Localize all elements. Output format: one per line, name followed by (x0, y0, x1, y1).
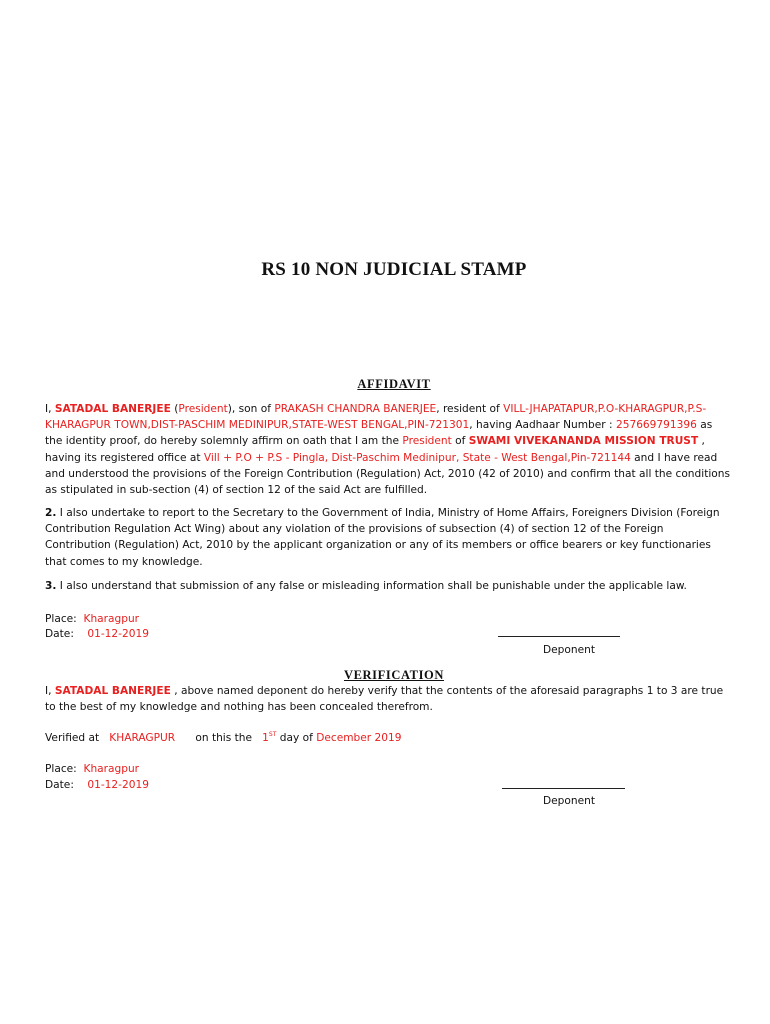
verified-month-year: December 2019 (316, 732, 402, 744)
affidavit-heading: AFFIDAVIT (357, 377, 431, 391)
affidavit-place: Place: Kharagpur (45, 613, 140, 625)
verification-heading: VERIFICATION (343, 668, 445, 682)
verified-location: KHARAGPUR (109, 732, 176, 744)
verified-at-line: Verified at KHARAGPUR on this the 1ST day of December 2019 (45, 731, 402, 744)
verification-paragraph: I, SATADAL BANERJEE , above named deponent do hereby verify that the contents of the aforesaid paragraphs 1 to 3 are true to the best of my knowledge and nothing has been concealed therefrom. (45, 685, 724, 714)
deponent-name: SATADAL BANERJEE (54, 403, 171, 415)
aadhaar-number: 257669791396 (615, 419, 697, 432)
verification-place: Place: Kharagpur (45, 763, 140, 775)
verified-day: 1ST (262, 731, 277, 744)
affidavit-signature-line (498, 636, 620, 637)
office-role: President (402, 435, 452, 448)
affidavit-paragraph-1: I, SATADAL BANERJEE (President), son of PRAKASH CHANDRA BANERJEE, resident of VILL-JHAPATAPUR,P.O-KHARAGPUR,P.S-KHARAGPUR TOWN,DIST-PASCHIM MEDINIPUR,STATE-WEST BENGAL,PIN-721301, having Aadhaar Number : 257669791396 as the identity proof, do hereby solemnly affirm on oath that I am the President of SWAMI VIVEKANANDA MISSION TRUST , having its registered office at Vill + P.O + P.S - Pingla, Dist-Paschim Medinipur, State - West Bengal,Pin-721144 and I have read and understood the provisions of the Foreign Contribution (Regulation) Act, 2010 (42 of 2010) and confirm that all the conditions as stipulated in sub-section (4) of section 12 of the said Act are fulfilled. (45, 403, 731, 497)
affidavit-paragraph-2: 2. I also undertake to report to the Secretary to the Government of India, Ministry of Home Affairs, Foreigners Division (Foreign Contribution Regulation Act Wing) about any violation of the provisions of subsection (4) of section 12 of the Foreign Contribution (Regulation) Act, 2010 by the applicant organization or any of its members or office bearers or key functionaries that comes to my knowledge. (45, 507, 720, 568)
registered-office: Vill + P.O + P.S - Pingla, Dist-Paschim Medinipur, State - West Bengal,Pin-721144 (203, 451, 631, 464)
affidavit-date: Date: 01-12-2019 (45, 628, 149, 640)
verification-signature-line (502, 788, 625, 789)
resident-address: VILL-JHAPATAPUR,P.O-KHARAGPUR,P.S-KHARAGPUR TOWN,DIST-PASCHIM MEDINIPUR,STATE-WEST BENGAL,PIN-721301 (45, 403, 707, 432)
organization-name: SWAMI VIVEKANANDA MISSION TRUST (468, 435, 699, 448)
verification-date: Date: 01-12-2019 (45, 779, 149, 791)
stamp-title: RS 10 NON JUDICIAL STAMP (261, 259, 527, 280)
verifier-name: SATADAL BANERJEE (54, 685, 171, 697)
deponent-role: President (178, 403, 228, 415)
father-name: PRAKASH CHANDRA BANERJEE (274, 403, 437, 415)
verification-deponent-label: Deponent (543, 795, 595, 807)
affidavit-paragraph-3: 3. I also understand that submission of any false or misleading information shall be punishable under the applicable law. (45, 580, 687, 592)
affidavit-deponent-label: Deponent (543, 644, 595, 656)
